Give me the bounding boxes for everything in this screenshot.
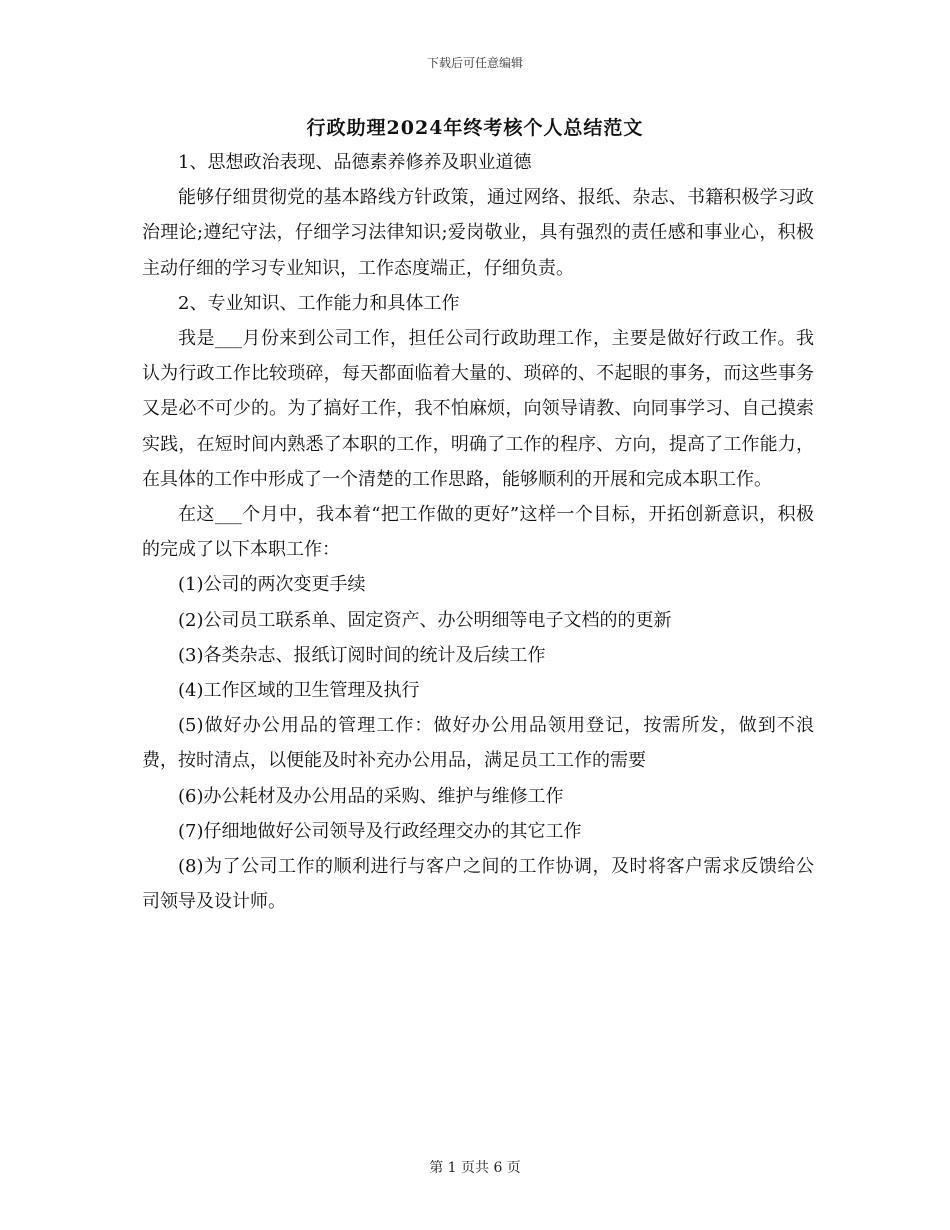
section-heading-2: 2、专业知识、工作能力和具体工作 bbox=[178, 292, 460, 314]
page-footer: 第 1 页共 6 页 bbox=[429, 1160, 521, 1176]
document-body bbox=[142, 145, 814, 919]
list-item-6: (6)办公耗材及办公用品的采购、维护与维修工作 bbox=[178, 785, 564, 807]
list-item-5: (5)做好办公用品的管理工作：做好办公用品领用登记，按需所发，做到不浪费，按时清点，以便能及时补充办公用品，满足员工工作的需要 bbox=[142, 715, 814, 772]
list-item-7: (7)仔细地做好公司领导及行政经理交办的其它工作 bbox=[178, 820, 582, 842]
list-item-8: (8)为了公司工作的顺利进行与客户之间的工作协调，及时将客户需求反馈给公司领导及设计师。 bbox=[142, 856, 814, 913]
document-title: 行政助理2024年终考核个人总结范文 bbox=[306, 117, 644, 139]
header-note: 下载后可任意编辑 bbox=[426, 56, 523, 70]
list-item-2: (2)公司员工联系单、固定资产、办公明细等电子文档的的更新 bbox=[178, 609, 672, 631]
paragraph-1: 能够仔细贯彻党的基本路线方针政策，通过网络、报纸、杂志、书籍积极学习政治理论;遵纪守法，仔细学习法律知识;爱岗敬业，具有强烈的责任感和事业心，积极主动仔细的学习专业知识，工作态度端正，仔细负责。 bbox=[142, 187, 814, 279]
section-heading-1: 1、思想政治表现、品德素养修养及职业道德 bbox=[178, 152, 532, 173]
list-item-4: (4)工作区域的卫生管理及执行 bbox=[178, 680, 420, 702]
list-item-3: (3)各类杂志、报纸订阅时间的统计及后续工作 bbox=[178, 644, 546, 666]
list-item-1: (1)公司的两次变更手续 bbox=[178, 574, 366, 596]
paragraph-2: 我是___月份来到公司工作，担任公司行政助理工作，主要是做好行政工作。我认为行政工作比较琐碎，每天都面临着大量的、琐碎的、不起眼的事务，而这些事务又是必不可少的。为了搞好工作，我不怕麻烦，向领导请教、向同事学习、自己摸索实践，在短时间内熟悉了本职的工作，明确了工作的程序、方向，提高了工作能力，在具体的工作中形成了一个清楚的工作思路，能够顺利的开展和完成本职工作。 bbox=[142, 328, 814, 490]
paragraph-3: 在这___个月中，我本着“把工作做的更好”这样一个目标，开拓创新意识，积极的完成了以下本职工作： bbox=[142, 504, 814, 561]
